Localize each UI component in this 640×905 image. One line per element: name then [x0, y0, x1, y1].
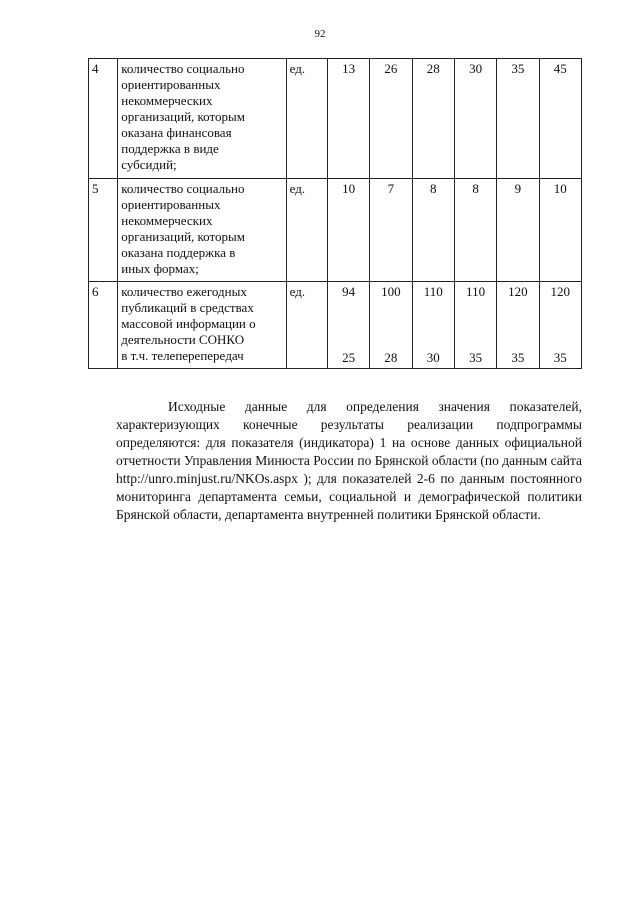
- value-tv: 35: [511, 350, 525, 365]
- indicator-description: [118, 282, 286, 369]
- value-cell: 26: [370, 59, 412, 179]
- value-total: 120: [550, 284, 571, 299]
- indicators-table: [88, 58, 582, 369]
- value-cell: 45: [539, 59, 581, 179]
- description-line: публикаций в средствах: [121, 300, 254, 315]
- table-row: [89, 179, 582, 282]
- description-line: в т.ч. телепереперeдач: [121, 348, 244, 363]
- value-cell: [539, 282, 581, 369]
- value-cell: 35: [497, 59, 539, 179]
- value-cell: [454, 282, 496, 369]
- description-line: организаций, которым: [121, 229, 245, 244]
- unit-cell: ед.: [286, 179, 327, 282]
- description-line: количество социально: [121, 181, 245, 196]
- page-number: 92: [314, 28, 326, 40]
- unit-cell: ед.: [286, 59, 327, 179]
- description-line: организаций, которым: [121, 109, 245, 124]
- value-cell: [370, 282, 412, 369]
- value-total: 120: [508, 284, 528, 299]
- value-tv: 28: [384, 350, 398, 365]
- value-total: 100: [381, 284, 401, 299]
- description-line: оказана финансовая: [121, 125, 232, 140]
- description-line: ориентированных: [121, 197, 221, 212]
- value-cell: 13: [327, 59, 369, 179]
- value-cell: 9: [497, 179, 539, 282]
- row-number: 6: [89, 282, 118, 369]
- description-line: поддержка в виде: [121, 141, 219, 156]
- value-cell: 8: [412, 179, 454, 282]
- description-line: количество ежегодных: [121, 284, 247, 299]
- description-line: субсидий;: [121, 157, 177, 172]
- data-sources-paragraph: [116, 398, 582, 524]
- value-cell: 28: [412, 59, 454, 179]
- value-cell: 30: [454, 59, 496, 179]
- description-line: количество социально: [121, 61, 245, 76]
- value-cell: 10: [327, 179, 369, 282]
- value-total: 110: [466, 284, 486, 299]
- value-total: 110: [423, 284, 443, 299]
- description-line: некоммерческих: [121, 93, 213, 108]
- description-line: иных формах;: [121, 261, 199, 276]
- value-cell: 10: [539, 179, 581, 282]
- description-line: некоммерческих: [121, 213, 213, 228]
- value-tv: 35: [553, 350, 567, 365]
- indicator-description: [118, 179, 286, 282]
- table-row: [89, 59, 582, 179]
- description-line: ориентированных: [121, 77, 221, 92]
- value-tv: 35: [469, 350, 483, 365]
- value-total: 94: [342, 284, 356, 299]
- description-line: массовой информации о: [121, 316, 256, 331]
- indicator-description: [118, 59, 286, 179]
- value-cell: 8: [454, 179, 496, 282]
- table-row: [89, 282, 582, 369]
- description-line: деятельности СОНКО: [121, 332, 245, 347]
- value-cell: 7: [370, 179, 412, 282]
- row-number: 4: [89, 59, 118, 179]
- value-cell: [497, 282, 539, 369]
- paragraph-text: Исходные данные для определения значения показателей, характеризующих конечные результаты реализации подпрограммы определяются: для показателя (индикатора) 1 на основе данных официальной отчетности Управления Минюста России по Брянской области (по данным сайта http://unro.minjust.ru/NKOs.aspx ); для показателей 2-6 по данным постоянного мониторинга департамента семьи, социальной и демографической политики Брянской области, департамента внутренней политики Брянской области.: [116, 399, 582, 522]
- value-cell: [412, 282, 454, 369]
- unit-cell: ед.: [286, 282, 327, 369]
- value-tv: 30: [426, 350, 440, 365]
- value-tv: 25: [342, 350, 356, 365]
- value-cell: [327, 282, 369, 369]
- row-number: 5: [89, 179, 118, 282]
- description-line: оказана поддержка в: [121, 245, 236, 260]
